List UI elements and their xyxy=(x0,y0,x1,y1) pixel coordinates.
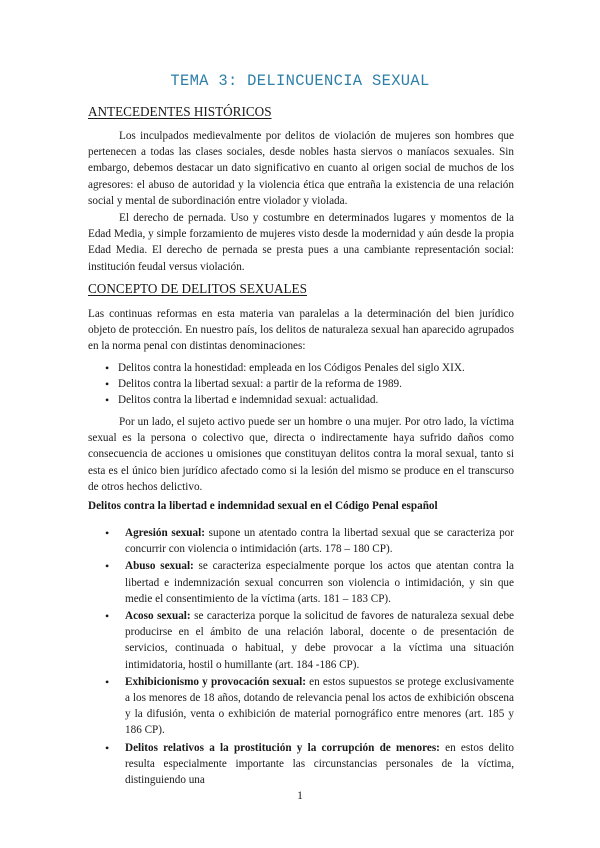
list-item: • Delitos contra la honestidad: empleada en los Códigos Penales del siglo XIX. xyxy=(88,360,514,376)
list-item xyxy=(105,608,514,673)
list-item-text: se caracteriza porque la solicitud de favores de naturaleza sexual debe producirse en el ámbito de una relación laboral, docente o de presentación de servicios, continuada o habitual, y debe provocar a la víctima una situación intimidatoria, hostil o humillante (art. 184 -186 CP). xyxy=(125,610,515,671)
paragraph: Por un lado, el sujeto activo puede ser un hombre o una mujer. Por otro lado, la víctima sexual es la persona o colectivo que, directa o indirectamente haya sufrido daños como consecuencia de acciones u omisiones que constituyan delitos contra la moral sexual, tanto si esta es el único bien jurídico afectado como si la lesión del mismo se produce en el transcurso de otros hechos delictivo. xyxy=(88,416,514,493)
list-item-text: se caracteriza especialmente porque los actos que atentan contra la libertad e indemnización sexual concurren son violencia o intimidación, y sin que medie el consentimiento de la víctima (arts. 181 – 183 CP). xyxy=(125,560,514,605)
section-heading-concepto: CONCEPTO DE DELITOS SEXUALES xyxy=(88,281,307,296)
document-title: TEMA 3: DELINCUENCIA SEXUAL xyxy=(170,72,430,90)
list-item-text: en estos delito resulta especialmente importante las circunstancias personales de la víctima, distinguiendo una xyxy=(125,741,514,787)
crimes-list xyxy=(88,525,514,789)
list-item-term: Acoso sexual: xyxy=(125,610,191,623)
list-item xyxy=(105,740,514,789)
subsection-heading: Delitos contra la libertad e indemnidad sexual en el Código Penal español xyxy=(88,500,438,512)
list-item xyxy=(105,674,514,739)
list-item xyxy=(105,525,514,557)
paragraph: Las continuas reformas en esta materia van paralelas a la determinación del bien jurídico objeto de protección. En nuestro país, los delitos de naturaleza sexual han aparecido agrupados en la norma penal con distintas denominaciones: xyxy=(88,308,514,353)
paragraph: Los inculpados medievalmente por delitos de violación de mujeres son hombres que pertenecen a todas las clases sociales, desde nobles hasta siervos o maníacos sexuales. Sin embargo, debemos destacar un dato significativo en cuanto al origen social de muchos de los agresores: el abuso de autoridad y la violencia ética que entraña la existencia de una relación social y mental de subordinación entre violador y violada. xyxy=(88,130,514,207)
list-item: • Delitos contra la libertad sexual: a partir de la reforma de 1989. xyxy=(88,376,514,392)
page-number: 1 xyxy=(297,790,303,802)
denominations-list xyxy=(88,360,514,408)
paragraph: El derecho de pernada. Uso y costumbre en determinados lugares y momentos de la Edad Media, y simple forzamiento de mujeres visto desde la modernidad y aún desde la propia Edad Media. El derecho de pernada se presta pues a una cambiante representación social: institución feudal versus violación. xyxy=(88,212,514,273)
list-item-term: Exhibicionismo y provocación sexual: xyxy=(125,675,306,688)
list-item-term: Abuso sexual: xyxy=(125,560,194,573)
list-item-term: Delitos relativos a la prostitución y la corrupción de menores: xyxy=(125,741,440,754)
list-item xyxy=(105,558,514,607)
list-item-text: supone un atentado contra la libertad sexual que se caracteriza por concurrir con violencia o intimidación (arts. 178 – 180 CP). xyxy=(125,527,514,556)
section-heading-antecedentes: ANTECEDENTES HISTÓRICOS xyxy=(88,104,272,119)
list-item-term: Agresión sexual: xyxy=(125,527,205,539)
list-item: • Delitos contra la libertad e indemnidad sexual: actualidad. xyxy=(88,392,514,408)
list-item-text: en estos supuestos se protege exclusivamente a los menores de 18 años, dotando de relevancia penal los actos de exhibición obscena y la difusión, venta o exhibición de material pornográfico entre menores (art. 185 y 186 CP). xyxy=(125,675,514,737)
